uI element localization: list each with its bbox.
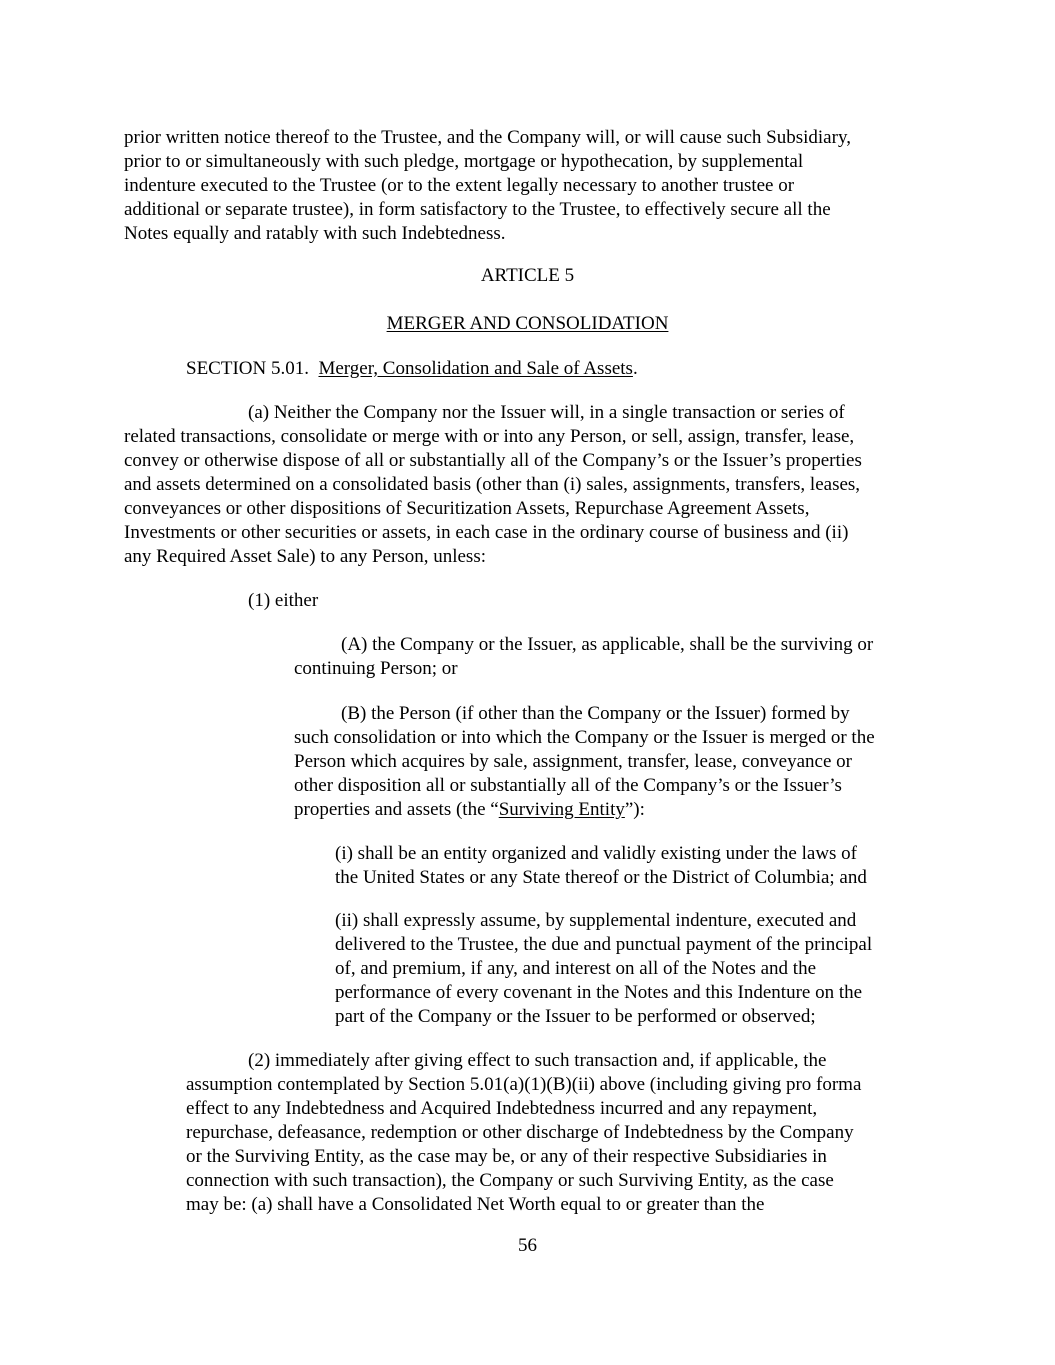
- text-line: part of the Company or the Issuer to be performed or observed;: [335, 1006, 816, 1027]
- text-line: (i) shall be an entity organized and validly existing under the laws of: [335, 843, 858, 864]
- text-line: and assets determined on a consolidated basis (other than (i) sales, assignments, transfers, leases,: [124, 474, 861, 495]
- text-line: assumption contemplated by Section 5.01(a)(1)(B)(ii) above (including giving pro forma: [186, 1074, 862, 1095]
- text-line: other disposition all or substantially all of the Company’s or the Issuer’s: [294, 775, 842, 796]
- text-line: may be: (a) shall have a Consolidated Net Worth equal to or greater than the: [186, 1194, 765, 1215]
- text-line: delivered to the Trustee, the due and punctual payment of the principal: [335, 934, 873, 955]
- article-title-text: MERGER AND CONSOLIDATION: [386, 313, 669, 334]
- text-line: indenture executed to the Trustee (or to the extent legally necessary to another trustee or: [124, 175, 795, 196]
- text-line: of, and premium, if any, and interest on all of the Notes and the: [335, 958, 817, 979]
- text-line: (A) the Company or the Issuer, as applicable, shall be the surviving or: [341, 634, 874, 655]
- article-number: ARTICLE 5: [480, 265, 575, 286]
- text-line: (B) the Person (if other than the Company or the Issuer) formed by: [341, 703, 850, 724]
- text-line: Notes equally and ratably with such Indebtedness.: [124, 223, 506, 244]
- article-title: [0, 312, 1055, 336]
- paragraph-a: [124, 401, 862, 569]
- text-line: (ii) shall expressly assume, by supplemental indenture, executed and: [335, 910, 857, 931]
- defined-term: Surviving Entity: [498, 799, 625, 820]
- text-line: such consolidation or into which the Company or the Issuer is merged or the: [294, 727, 875, 748]
- page-number: 56: [518, 1235, 537, 1256]
- text-line: [294, 798, 875, 822]
- item-A: [294, 633, 873, 681]
- item-2: [186, 1049, 861, 1217]
- text-line: Investments or other securities or assets, in each case in the ordinary course of business and (ii): [124, 522, 849, 543]
- text-line: prior to or simultaneously with such pledge, mortgage or hypothecation, by supplemental: [124, 151, 804, 172]
- text-line: repurchase, defeasance, redemption or other discharge of Indebtedness by the Company: [186, 1122, 854, 1143]
- text-line: additional or separate trustee), in form satisfactory to the Trustee, to effectively secure all the: [124, 199, 831, 220]
- text-fragment: properties and assets (the “: [294, 799, 499, 820]
- section-number: SECTION 5.01.: [186, 358, 309, 379]
- text-line: related transactions, consolidate or merge with or into any Person, or sell, assign, transfer, lease,: [124, 426, 855, 447]
- text-line: or the Surviving Entity, as the case may be, or any of their respective Subsidiaries in: [186, 1146, 827, 1167]
- text-fragment: ”):: [624, 799, 645, 820]
- text-line: Person which acquires by sale, assignment, transfer, lease, conveyance or: [294, 751, 852, 772]
- text-line: (2) immediately after giving effect to such transaction and, if applicable, the: [248, 1050, 827, 1071]
- section-title: Merger, Consolidation and Sale of Assets: [318, 358, 633, 379]
- text-line: any Required Asset Sale) to any Person, unless:: [124, 546, 487, 567]
- intro-paragraph: [124, 126, 851, 246]
- text-line: connection with such transaction), the Company or such Surviving Entity, as the case: [186, 1170, 834, 1191]
- text-line: prior written notice thereof to the Trustee, and the Company will, or will cause such Subsidiary,: [124, 127, 851, 148]
- text-line: effect to any Indebtedness and Acquired Indebtedness incurred and any repayment,: [186, 1098, 818, 1119]
- item-i: [335, 842, 867, 890]
- item-1: (1) either: [248, 590, 319, 611]
- text-line: the United States or any State thereof or the District of Columbia; and: [335, 867, 867, 888]
- text-line: conveyances or other dispositions of Securitization Assets, Repurchase Agreement Assets,: [124, 498, 810, 519]
- item-ii: [335, 909, 872, 1029]
- text-line: continuing Person; or: [294, 658, 458, 679]
- text-line: convey or otherwise dispose of all or substantially all of the Company’s or the Issuer’s properties: [124, 450, 862, 471]
- section-heading: [186, 357, 638, 381]
- item-B: [294, 702, 875, 822]
- section-title-end: .: [632, 358, 638, 379]
- text-line: performance of every covenant in the Notes and this Indenture on the: [335, 982, 863, 1003]
- text-line: (a) Neither the Company nor the Issuer will, in a single transaction or series of: [248, 402, 845, 423]
